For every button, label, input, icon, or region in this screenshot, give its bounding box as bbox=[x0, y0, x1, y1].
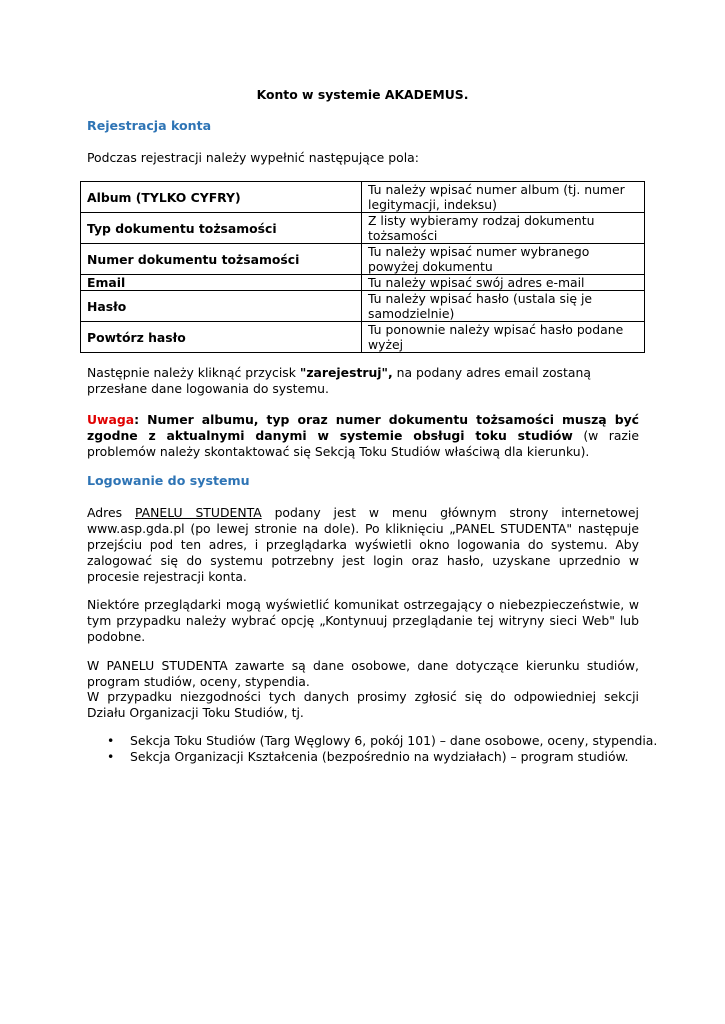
document-title: Konto w systemie AKADEMUS. bbox=[256, 87, 469, 102]
table-row bbox=[81, 182, 645, 213]
field-description: Tu należy wpisać swój adres e-mail bbox=[362, 275, 645, 291]
field-name: Typ dokumentu tożsamości bbox=[81, 213, 362, 244]
field-name: Hasło bbox=[81, 291, 362, 322]
field-description: Tu należy wpisać numer album (tj. numer legitymacji, indeksu) bbox=[362, 182, 645, 213]
field-name: Album (TYLKO CYFRY) bbox=[81, 182, 362, 213]
field-description: Tu ponownie należy wpisać hasło podane wyżej bbox=[362, 322, 645, 353]
login-heading: Logowanie do systemu bbox=[87, 473, 250, 488]
registration-fields-table bbox=[80, 181, 645, 353]
after-table-post: na podany adres email zostaną przesłane dane logowania do systemu. bbox=[87, 365, 591, 396]
login-para1-pre: Adres bbox=[87, 505, 135, 520]
warning-label: Uwaga bbox=[87, 412, 135, 427]
field-description: Tu należy wpisać hasło (ustala się je samodzielnie) bbox=[362, 291, 645, 322]
table-row bbox=[81, 244, 645, 275]
warning-paragraph bbox=[87, 412, 639, 460]
login-paragraph-3a: W PANELU STUDENTA zawarte są dane osobowe, dane dotyczące kierunku studiów, program studiów, oceny, stypendia. bbox=[87, 658, 639, 689]
field-description: Z listy wybieramy rodzaj dokumentu tożsamości bbox=[362, 213, 645, 244]
table-row bbox=[81, 291, 645, 322]
table-row bbox=[81, 213, 645, 244]
field-name: Email bbox=[81, 275, 362, 291]
list-item: • Sekcja Organizacji Kształcenia (bezpośrednio na wydziałach) – program studiów. bbox=[130, 749, 682, 765]
panel-studenta-link[interactable]: PANELU STUDENTA bbox=[134, 505, 262, 520]
login-paragraph-3b: W przypadku niezgodności tych danych prosimy zgłosić się do odpowiedniej sekcji Działu Organizacji Toku Studiów, tj. bbox=[87, 689, 639, 720]
warning-bold-text: Numer albumu, typ oraz numer dokumentu tożsamości muszą być zgodne z aktualnymi danymi w systemie obsługi toku studiów bbox=[87, 412, 639, 443]
login-paragraph-1 bbox=[87, 505, 639, 585]
table-row bbox=[81, 322, 645, 353]
warning-rest-text: (w razie problemów należy skontaktować się Sekcją Toku Studiów właściwą dla kierunku). bbox=[87, 428, 639, 459]
sections-list bbox=[87, 733, 682, 765]
list-item: • Sekcja Toku Studiów (Targ Węglowy 6, pokój 101) – dane osobowe, oceny, stypendia. bbox=[130, 733, 682, 749]
field-description: Tu należy wpisać numer wybranego powyżej dokumentu bbox=[362, 244, 645, 275]
field-name: Powtórz hasło bbox=[81, 322, 362, 353]
login-paragraph-2: Niektóre przeglądarki mogą wyświetlić komunikat ostrzegający o niebezpieczeństwie, w tym przypadku należy wybrać opcję „Kontynuuj przeglądanie tej witryny sieci Web" lub podobne. bbox=[87, 597, 639, 644]
after-table-paragraph bbox=[87, 365, 639, 397]
after-table-pre: Następnie należy kliknąć przycisk bbox=[87, 365, 300, 380]
registration-intro: Podczas rejestracji należy wypełnić następujące pola: bbox=[87, 150, 419, 165]
warning-colon: : bbox=[134, 412, 140, 427]
register-button-name: "zarejestruj", bbox=[299, 365, 393, 380]
registration-heading: Rejestracja konta bbox=[87, 118, 212, 133]
field-name: Numer dokumentu tożsamości bbox=[81, 244, 362, 275]
login-para1-post: podany jest w menu głównym strony internetowej www.asp.gda.pl (po lewej stronie na dole). Po kliknięciu „PANEL STUDENTA" następuje przejściu pod ten adres, i przeglądarka wyświetli okno logowania do systemu. Aby zalogować się do systemu potrzebny jest login oraz hasło, uzyskane uprzednio w procesie rejestracji konta. bbox=[87, 505, 639, 584]
table-row bbox=[81, 275, 645, 291]
